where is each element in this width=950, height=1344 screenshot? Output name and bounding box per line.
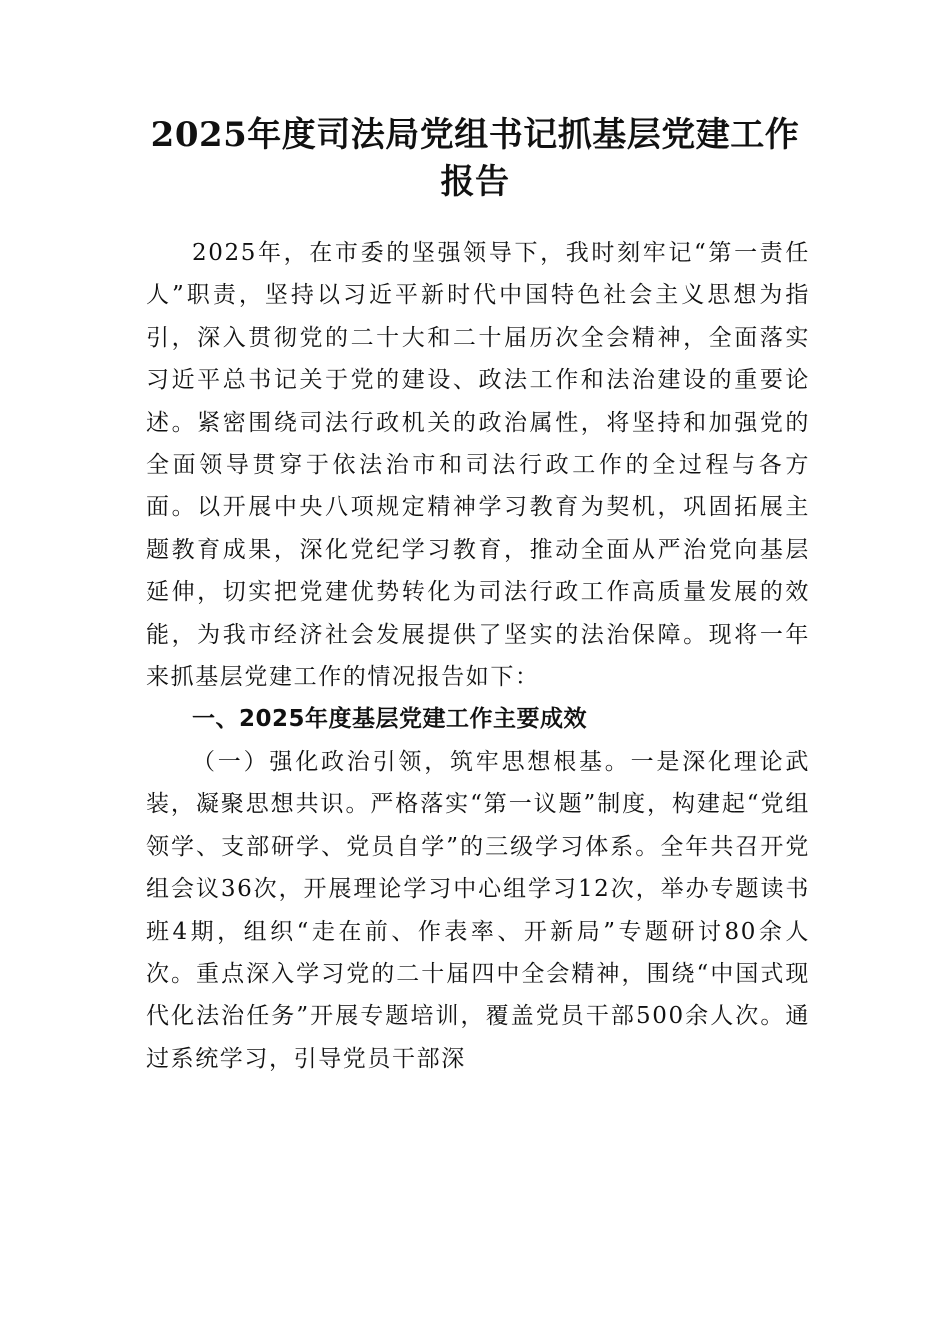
document-body <box>146 232 810 1080</box>
document-title <box>130 112 820 206</box>
intro-paragraph: 2025年，在市委的坚强领导下，我时刻牢记“第一责任人”职责，坚持以习近平新时代中国特色社会主义思想为指引，深入贯彻党的二十大和二十届历次全会精神，全面落实习近平总书记关于党的建设、政法工作和法治建设的重要论述。紧密围绕司法行政机关的政治属性，将坚持和加强党的全面领导贯穿于依法治市和司法行政工作的全过程与各方面。以开展中央八项规定精神学习教育为契机，巩固拓展主题教育成果，深化党纪学习教育，推动全面从严治党向基层延伸，切实把党建优势转化为司法行政工作高质量发展的效能，为我市经济社会发展提供了坚实的法治保障。现将一年来抓基层党建工作的情况报告如下： <box>146 240 810 691</box>
section-heading: 一、2025年度基层党建工作主要成效 <box>192 706 588 733</box>
title-line-2: 报告 <box>440 162 510 202</box>
section-paragraph: （一）强化政治引领，筑牢思想根基。一是深化理论武装，凝聚思想共识。严格落实“第一议题”制度，构建起“党组领学、支部研学、党员自学”的三级学习体系。全年共召开党组会议36次，开展理论学习中心组学习12次，举办专题读书班4期，组织“走在前、作表率、开新局”专题研讨80余人次。重点深入学习党的二十届四中全会精神，围绕“中国式现代化法治任务”开展专题培训，覆盖党员干部500余人次。通过系统学习，引导党员干部深 <box>146 748 810 1072</box>
title-line-1: 2025年度司法局党组书记抓基层党建工作 <box>150 115 800 155</box>
